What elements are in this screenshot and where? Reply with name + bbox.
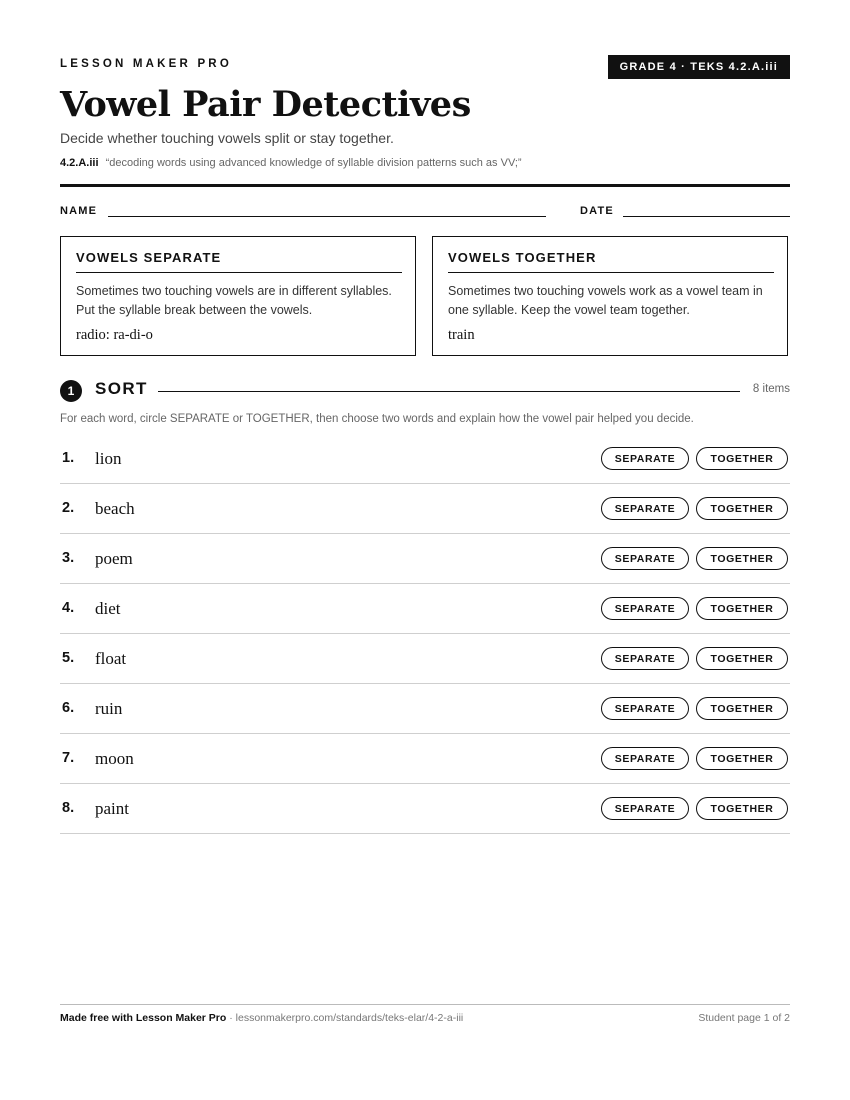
- item-word: float: [95, 649, 127, 668]
- list-item: [60, 534, 790, 584]
- box-example: train: [448, 327, 475, 343]
- together-button[interactable]: TOGETHER: [696, 547, 788, 570]
- together-button[interactable]: TOGETHER: [696, 597, 788, 620]
- item-number: 6.: [62, 700, 75, 716]
- together-button[interactable]: TOGETHER: [696, 747, 788, 770]
- item-word: beach: [95, 499, 135, 518]
- item-word: moon: [95, 749, 134, 768]
- list-item: [60, 484, 790, 534]
- together-button[interactable]: TOGETHER: [696, 797, 788, 820]
- date-label: DATE: [580, 205, 614, 217]
- list-item: [60, 734, 790, 784]
- item-number: 1.: [62, 450, 75, 466]
- item-count: 8 items: [752, 383, 790, 395]
- item-word: poem: [95, 549, 133, 568]
- section-number: 1: [60, 380, 82, 402]
- box-title: VOWELS TOGETHER: [448, 250, 774, 273]
- item-word: paint: [95, 799, 129, 818]
- item-number: 8.: [62, 800, 75, 816]
- footer-credit: [60, 1012, 463, 1024]
- page-subtitle: Decide whether touching vowels split or stay together.: [60, 130, 394, 146]
- sort-section-header: [60, 378, 790, 404]
- footer-url[interactable]: · lessonmakerpro.com/standards/teks-elar/4-2-a-iii: [226, 1012, 464, 1024]
- item-word: diet: [95, 599, 121, 618]
- grade-badge: GRADE 4 · TEKS 4.2.A.iii: [608, 55, 790, 79]
- standard-line: [60, 157, 522, 169]
- separate-button[interactable]: SEPARATE: [601, 547, 689, 570]
- list-item: [60, 684, 790, 734]
- brand-name: LESSON MAKER PRO: [60, 58, 232, 70]
- page-title: Vowel Pair Detectives: [60, 84, 471, 125]
- header-divider: [60, 184, 790, 187]
- box-description: Sometimes two touching vowels work as a vowel team in one syllable. Keep the vowel team together.: [448, 284, 763, 317]
- together-button[interactable]: TOGETHER: [696, 647, 788, 670]
- item-word: lion: [95, 449, 122, 468]
- footer-divider: [60, 1004, 790, 1005]
- list-item: [60, 434, 790, 484]
- footer-made-by: Made free with Lesson Maker Pro: [60, 1012, 227, 1024]
- name-line[interactable]: [108, 216, 546, 217]
- section-title: SORT: [95, 379, 148, 398]
- list-item: [60, 634, 790, 684]
- item-word: ruin: [95, 699, 123, 718]
- together-button[interactable]: TOGETHER: [696, 447, 788, 470]
- item-number: 2.: [62, 500, 75, 516]
- section-instructions: For each word, circle SEPARATE or TOGETHER, then choose two words and explain how the vowel pair helped you decide.: [60, 413, 694, 425]
- separate-button[interactable]: SEPARATE: [601, 597, 689, 620]
- worksheet-page: [60, 0, 790, 1100]
- together-button[interactable]: TOGETHER: [696, 497, 788, 520]
- list-item: [60, 784, 790, 834]
- separate-button[interactable]: SEPARATE: [601, 497, 689, 520]
- item-number: 4.: [62, 600, 75, 616]
- item-number: 5.: [62, 650, 75, 666]
- standard-text: “decoding words using advanced knowledge of syllable division patterns such as VV;”: [105, 157, 522, 169]
- item-number: 3.: [62, 550, 75, 566]
- sort-items-list: [60, 434, 790, 834]
- list-item: [60, 584, 790, 634]
- separate-button[interactable]: SEPARATE: [601, 697, 689, 720]
- separate-button[interactable]: SEPARATE: [601, 447, 689, 470]
- name-label: NAME: [60, 205, 98, 217]
- separate-button[interactable]: SEPARATE: [601, 647, 689, 670]
- box-description: Sometimes two touching vowels are in different syllables. Put the syllable break between the vowels.: [76, 284, 392, 317]
- together-button[interactable]: TOGETHER: [696, 697, 788, 720]
- separate-button[interactable]: SEPARATE: [601, 797, 689, 820]
- box-title: VOWELS SEPARATE: [76, 250, 402, 273]
- date-line[interactable]: [623, 216, 790, 217]
- separate-button[interactable]: SEPARATE: [601, 747, 689, 770]
- standard-code: 4.2.A.iii: [60, 157, 99, 169]
- item-number: 7.: [62, 750, 75, 766]
- page-indicator: Student page 1 of 2: [698, 1012, 790, 1024]
- vowels-together-box: [432, 236, 788, 356]
- box-example: radio: ra-di-o: [76, 327, 153, 343]
- section-rule: [158, 391, 740, 392]
- vowels-separate-box: [60, 236, 416, 356]
